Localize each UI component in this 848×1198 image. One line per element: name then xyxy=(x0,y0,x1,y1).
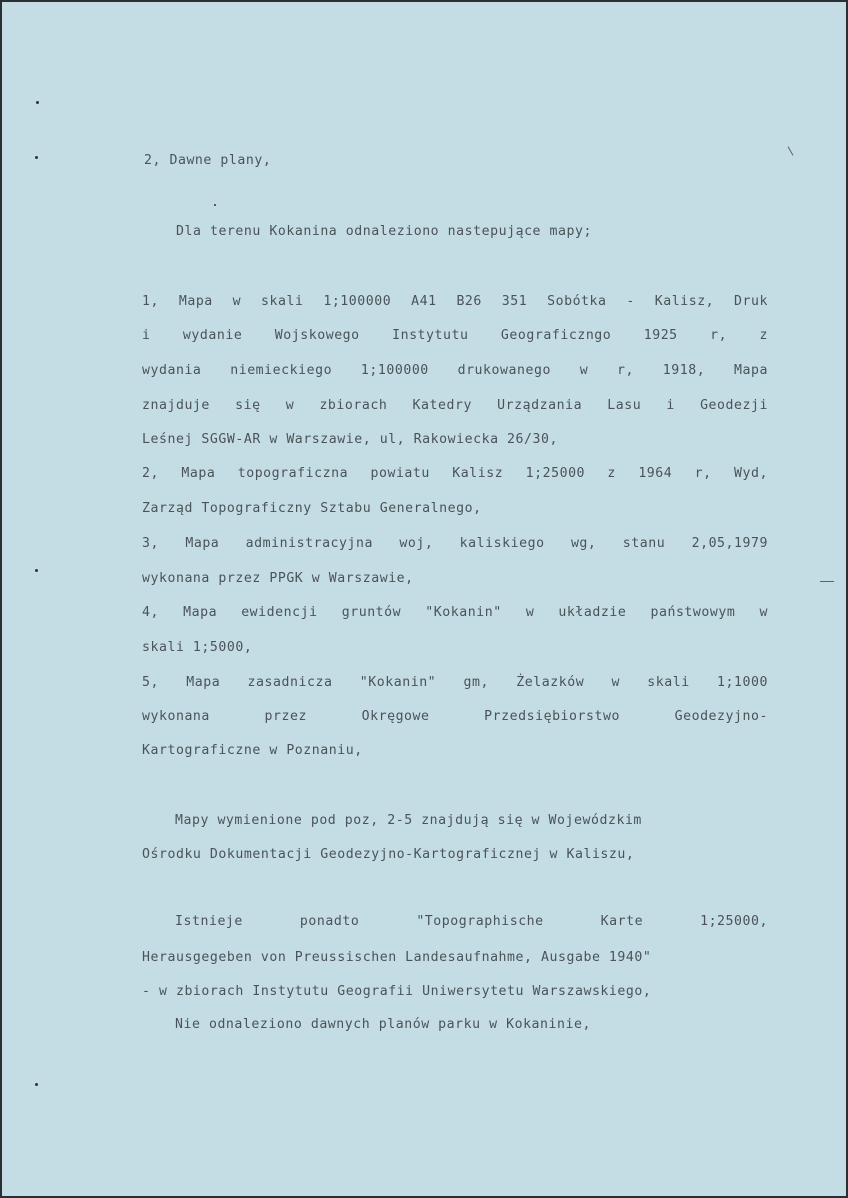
item-1-line-1: 1, Mapa w skali 1;100000 A41 B26 351 Sobótka - Kalisz, Druk xyxy=(142,294,768,309)
para-3-line-2: Herausgegeben von Preussischen Landesaufnahme, Ausgabe 1940" xyxy=(142,950,652,965)
para-2-line-1: Mapy wymienione pod poz, 2-5 znajdują się w Wojewódzkim xyxy=(175,813,642,828)
scan-mark xyxy=(820,581,834,582)
item-3-line-1: 3, Mapa administracyjna woj, kaliskiego wg, stanu 2,05,1979 xyxy=(142,536,768,551)
para-3-line-1: Istnieje ponadto "Topographische Karte 1;25000, xyxy=(175,914,768,929)
item-1-line-5: Leśnej SGGW-AR w Warszawie, ul, Rakowiecka 26/30, xyxy=(142,432,558,447)
item-3-line-2: wykonana przez PPGK w Warszawie, xyxy=(142,571,414,586)
scan-speck xyxy=(35,569,38,572)
item-1-line-2: i wydanie Wojskowego Instytutu Geograficzngo 1925 r, z xyxy=(142,328,768,343)
para-3-line-3: - w zbiorach Instytutu Geografii Uniwersytetu Warszawskiego, xyxy=(142,984,652,999)
scan-speck xyxy=(35,156,38,159)
intro-paragraph: Dla terenu Kokanina odnaleziono nastepujące mapy; xyxy=(176,224,592,239)
para-4: Nie odnaleziono dawnych planów parku w Kokaninie, xyxy=(175,1017,591,1032)
para-2-line-2: Ośrodku Dokumentacji Geodezyjno-Kartograficznej w Kaliszu, xyxy=(142,847,635,862)
item-4-line-1: 4, Mapa ewidencji gruntów "Kokanin" w układzie państwowym w xyxy=(142,605,768,620)
item-4-line-2: skali 1;5000, xyxy=(142,640,253,655)
item-2-line-2: Zarząd Topograficzny Sztabu Generalnego, xyxy=(142,501,482,516)
item-5-line-3: Kartograficzne w Poznaniu, xyxy=(142,743,363,758)
item-5-line-1: 5, Mapa zasadnicza "Kokanin" gm, Żelazków w skali 1;1000 xyxy=(142,675,768,690)
section-heading: 2, Dawne plany, xyxy=(144,153,272,168)
scan-speck xyxy=(214,204,216,206)
item-1-line-3: wydania niemieckiego 1;100000 drukowanego w r, 1918, Mapa xyxy=(142,363,768,378)
scan-mark xyxy=(788,146,794,155)
item-2-line-1: 2, Mapa topograficzna powiatu Kalisz 1;25000 z 1964 r, Wyd, xyxy=(142,466,768,481)
scan-speck xyxy=(36,101,39,104)
scan-speck xyxy=(35,1083,38,1086)
item-1-line-4: znajduje się w zbiorach Katedry Urządzania Lasu i Geodezji xyxy=(142,398,768,413)
item-5-line-2: wykonana przez Okręgowe Przedsiębiorstwo Geodezyjno- xyxy=(142,709,768,724)
